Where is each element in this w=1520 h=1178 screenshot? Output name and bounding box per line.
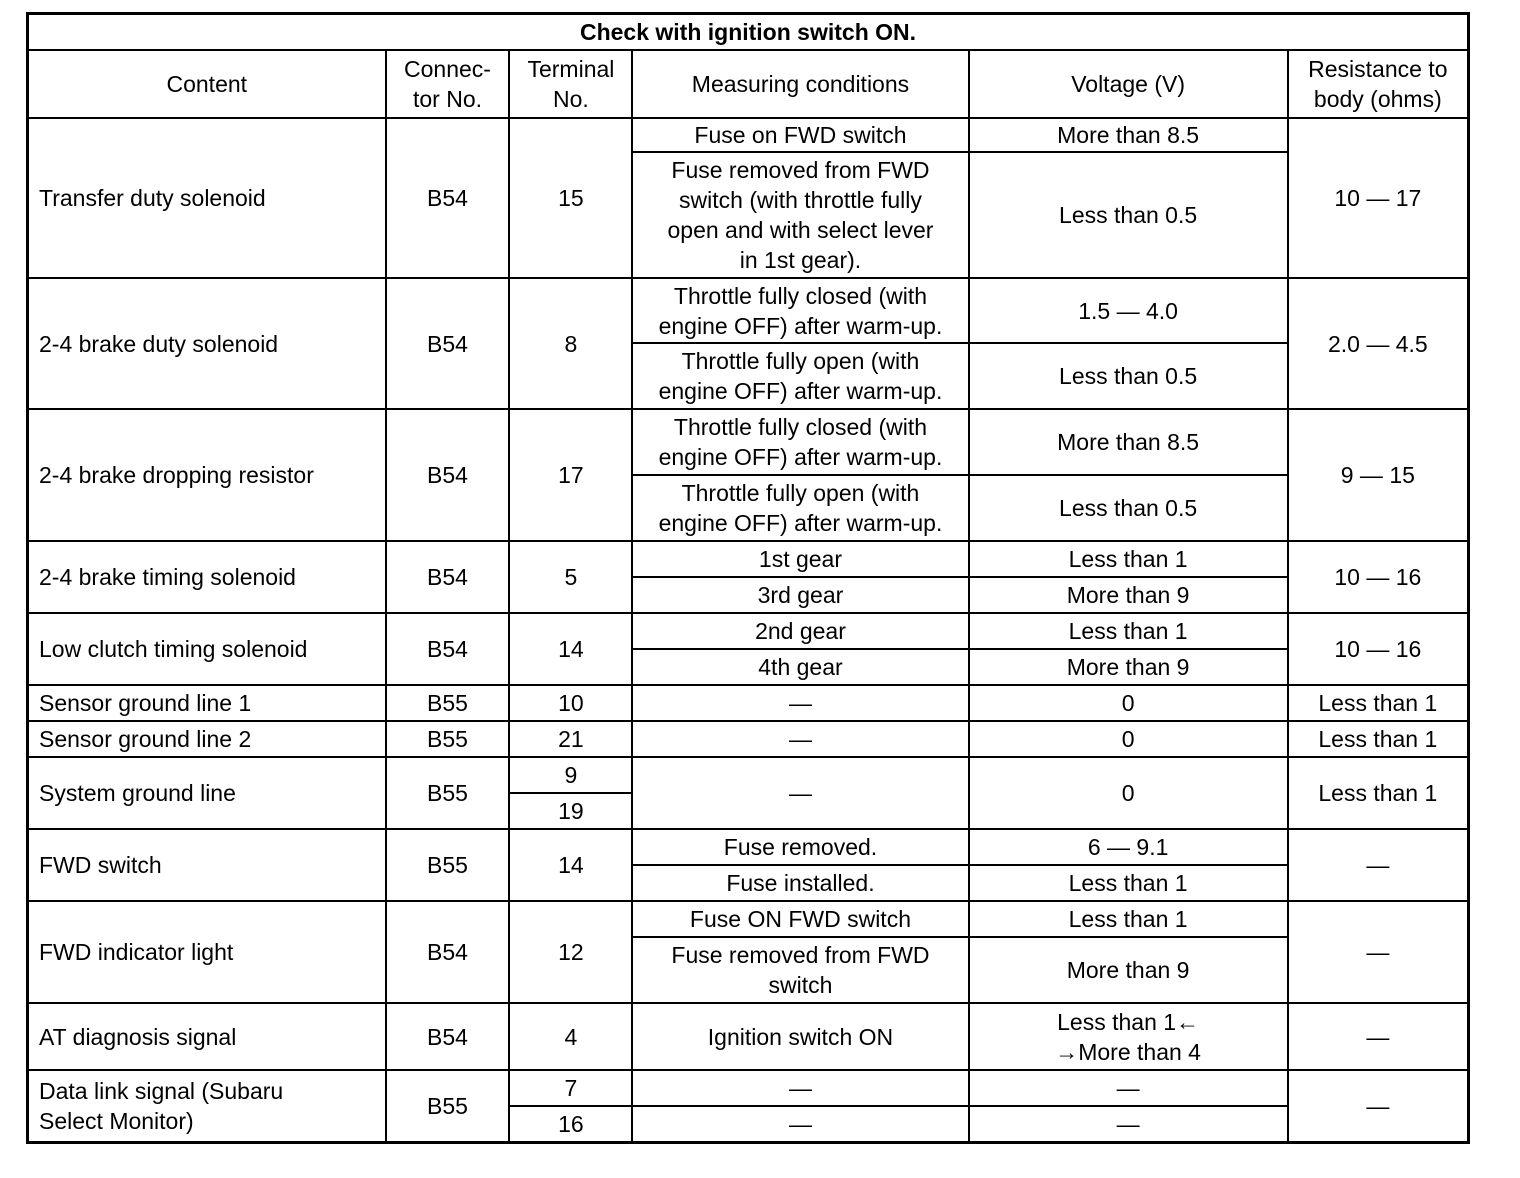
table-row: [28, 613, 1469, 649]
row-condition: Ignition switch ON: [632, 1003, 968, 1070]
row-terminal: 9: [509, 757, 632, 793]
row-resistance: —: [1288, 1003, 1469, 1070]
table-row: [28, 278, 1469, 343]
row-condition: Fuse on FWD switch: [632, 118, 968, 152]
row-voltage: More than 8.5: [969, 118, 1288, 152]
table-row: [28, 757, 1469, 793]
row-voltage: 0: [969, 721, 1288, 757]
row-condition: Fuse installed.: [632, 865, 968, 901]
table-row: [28, 1070, 1469, 1106]
row-connector: B54: [386, 409, 510, 541]
table-row: [28, 118, 1469, 152]
row-voltage: Less than 1← →More than 4: [969, 1003, 1288, 1070]
row-connector: B54: [386, 278, 510, 409]
row-terminal: 7: [509, 1070, 632, 1106]
row-connector: B55: [386, 721, 510, 757]
row-connector: B54: [386, 901, 510, 1003]
row-content: 2-4 brake dropping resistor: [28, 409, 386, 541]
row-connector: B55: [386, 1070, 510, 1142]
row-condition: Fuse removed.: [632, 829, 968, 865]
row-content: Sensor ground line 1: [28, 685, 386, 721]
row-voltage: Less than 1: [969, 901, 1288, 937]
row-voltage: Less than 1: [969, 865, 1288, 901]
header-terminal: Terminal No.: [509, 50, 632, 118]
header-voltage: Voltage (V): [969, 50, 1288, 118]
row-voltage: 0: [969, 685, 1288, 721]
row-voltage: 6 — 9.1: [969, 829, 1288, 865]
row-content: 2-4 brake duty solenoid: [28, 278, 386, 409]
row-terminal: 15: [509, 118, 632, 278]
row-content: FWD switch: [28, 829, 386, 901]
row-resistance: Less than 1: [1288, 757, 1469, 829]
row-condition: 1st gear: [632, 541, 968, 577]
row-resistance: —: [1288, 901, 1469, 1003]
header-conditions: Measuring conditions: [632, 50, 968, 118]
row-content: FWD indicator light: [28, 901, 386, 1003]
row-resistance: —: [1288, 829, 1469, 901]
row-terminal: 16: [509, 1106, 632, 1142]
row-terminal: 19: [509, 793, 632, 829]
row-voltage: 0: [969, 757, 1288, 829]
row-terminal: 14: [509, 613, 632, 685]
row-voltage: More than 9: [969, 577, 1288, 613]
row-connector: B54: [386, 118, 510, 278]
row-content: Data link signal (Subaru Select Monitor): [28, 1070, 386, 1142]
row-content: AT diagnosis signal: [28, 1003, 386, 1070]
row-content: Sensor ground line 2: [28, 721, 386, 757]
row-condition: —: [632, 721, 968, 757]
row-connector: B54: [386, 613, 510, 685]
table-row: [28, 1003, 1469, 1070]
table-title: Check with ignition switch ON.: [28, 14, 1469, 51]
table-row: [28, 685, 1469, 721]
row-content: Transfer duty solenoid: [28, 118, 386, 278]
row-resistance: 10 — 16: [1288, 541, 1469, 613]
row-connector: B55: [386, 829, 510, 901]
row-condition: Fuse ON FWD switch: [632, 901, 968, 937]
check-table: [26, 12, 1470, 1144]
row-voltage: Less than 0.5: [969, 475, 1288, 541]
row-resistance: 9 — 15: [1288, 409, 1469, 541]
header-resistance: Resistance to body (ohms): [1288, 50, 1469, 118]
row-terminal: 8: [509, 278, 632, 409]
row-voltage: —: [969, 1106, 1288, 1142]
row-condition: Throttle fully open (with engine OFF) after warm-up.: [632, 343, 968, 409]
row-terminal: 10: [509, 685, 632, 721]
header-row: [28, 50, 1469, 118]
row-voltage: More than 9: [969, 649, 1288, 685]
row-voltage: —: [969, 1070, 1288, 1106]
row-voltage: Less than 0.5: [969, 152, 1288, 278]
row-voltage: Less than 1: [969, 613, 1288, 649]
row-condition: —: [632, 685, 968, 721]
row-condition: Throttle fully closed (with engine OFF) after warm-up.: [632, 409, 968, 475]
row-resistance: Less than 1: [1288, 721, 1469, 757]
row-terminal: 5: [509, 541, 632, 613]
row-condition: Fuse removed from FWD switch (with throttle fully open and with select lever in 1st gear).: [632, 152, 968, 278]
row-resistance: —: [1288, 1070, 1469, 1142]
row-terminal: 12: [509, 901, 632, 1003]
row-terminal: 14: [509, 829, 632, 901]
row-content: Low clutch timing solenoid: [28, 613, 386, 685]
row-condition: 2nd gear: [632, 613, 968, 649]
table-row: [28, 541, 1469, 577]
table-row: [28, 721, 1469, 757]
header-connector: Connec- tor No.: [386, 50, 510, 118]
row-resistance: 2.0 — 4.5: [1288, 278, 1469, 409]
row-condition: Throttle fully open (with engine OFF) after warm-up.: [632, 475, 968, 541]
row-connector: B55: [386, 685, 510, 721]
row-condition: —: [632, 757, 968, 829]
row-voltage: More than 9: [969, 937, 1288, 1003]
row-connector: B54: [386, 541, 510, 613]
row-connector: B55: [386, 757, 510, 829]
row-terminal: 4: [509, 1003, 632, 1070]
row-condition: —: [632, 1070, 968, 1106]
row-condition: Fuse removed from FWD switch: [632, 937, 968, 1003]
row-condition: 3rd gear: [632, 577, 968, 613]
row-voltage: Less than 0.5: [969, 343, 1288, 409]
row-terminal: 17: [509, 409, 632, 541]
header-content: Content: [28, 50, 386, 118]
row-resistance: Less than 1: [1288, 685, 1469, 721]
row-content: System ground line: [28, 757, 386, 829]
table-row: [28, 829, 1469, 865]
row-condition: —: [632, 1106, 968, 1142]
row-voltage: Less than 1: [969, 541, 1288, 577]
row-content: 2-4 brake timing solenoid: [28, 541, 386, 613]
row-terminal: 21: [509, 721, 632, 757]
row-condition: 4th gear: [632, 649, 968, 685]
row-resistance: 10 — 17: [1288, 118, 1469, 278]
table-row: [28, 901, 1469, 937]
row-resistance: 10 — 16: [1288, 613, 1469, 685]
table-row: [28, 409, 1469, 475]
row-voltage: More than 8.5: [969, 409, 1288, 475]
row-voltage: 1.5 — 4.0: [969, 278, 1288, 343]
row-connector: B54: [386, 1003, 510, 1070]
row-condition: Throttle fully closed (with engine OFF) after warm-up.: [632, 278, 968, 343]
title-row: [28, 14, 1469, 51]
